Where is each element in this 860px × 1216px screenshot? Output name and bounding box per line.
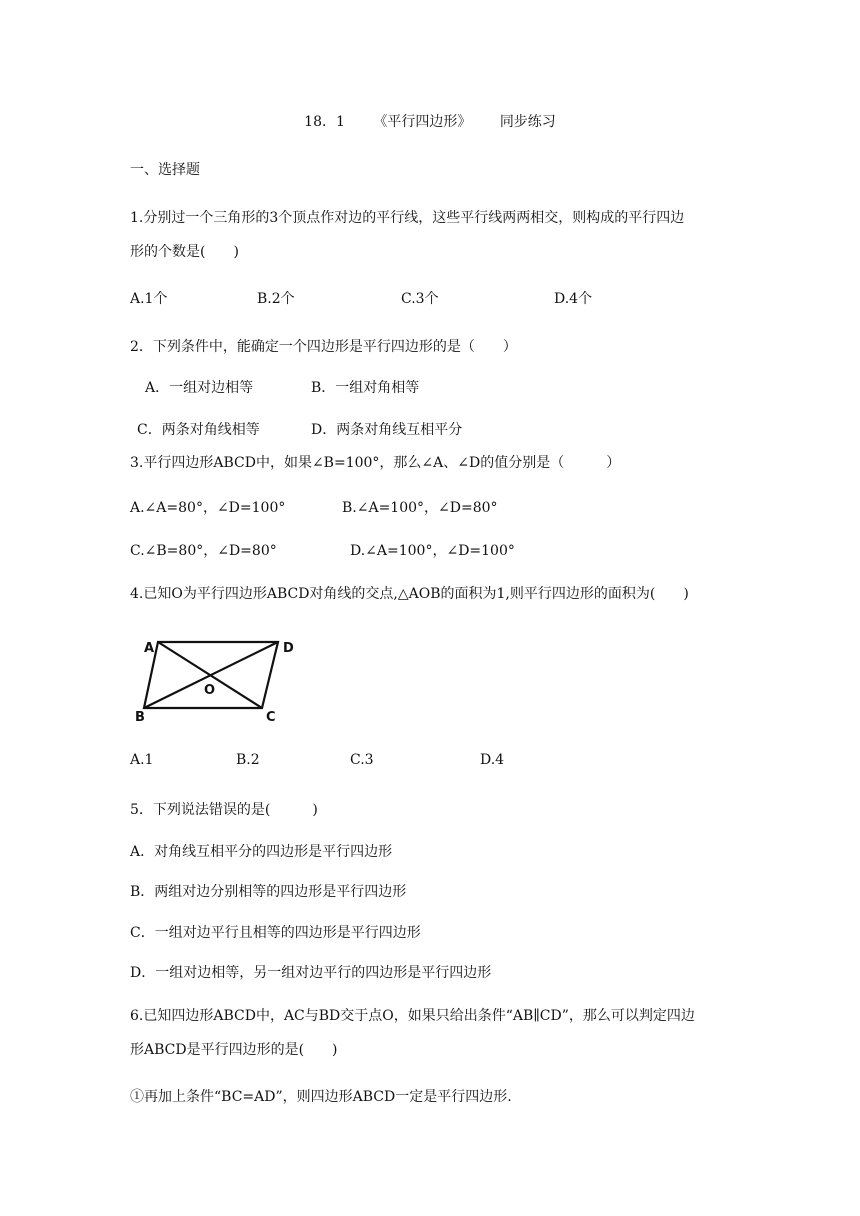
title-name: 《平行四边形》 bbox=[373, 114, 472, 130]
question-2-option-a: A．一组对边相等 bbox=[145, 380, 254, 396]
question-2-line-1: 2．下列条件中，能确定一个四边形是平行四边形的是（ ） bbox=[130, 339, 517, 355]
question-1-option-d: D.4个 bbox=[554, 291, 593, 307]
intersection-label-o: O bbox=[204, 683, 216, 698]
title-subtitle: 同步练习 bbox=[499, 114, 556, 130]
question-3-line-1: 3.平行四边形ABCD中，如果∠B=100°，那么∠A、∠D的值分别是（ ） bbox=[130, 455, 621, 471]
question-3-option-a: A.∠A=80°，∠D=100° bbox=[130, 500, 286, 516]
page-title bbox=[0, 112, 860, 132]
question-2-option-b: B．一组对角相等 bbox=[311, 380, 420, 396]
question-5-option-a: A．对角线互相平分的四边形是平行四边形 bbox=[130, 844, 393, 860]
diagonal-bd bbox=[144, 642, 278, 708]
question-6-statement-1: ①再加上条件“BC=AD”，则四边形ABCD一定是平行四边形. bbox=[130, 1089, 512, 1105]
vertex-label-b: B bbox=[135, 710, 145, 724]
vertex-label-c: C bbox=[266, 710, 276, 724]
question-3-option-c: C.∠B=80°，∠D=80° bbox=[130, 543, 277, 559]
question-2-option-c: C．两条对角线相等 bbox=[137, 422, 260, 438]
question-5-option-b: B．两组对边分别相等的四边形是平行四边形 bbox=[130, 884, 407, 900]
question-3-option-d: D.∠A=100°，∠D=100° bbox=[350, 543, 515, 559]
title-number: 18．1 bbox=[304, 114, 345, 130]
question-1-line-1: 1.分别过一个三角形的3个顶点作对边的平行线，这些平行线两两相交，则构成的平行四边 bbox=[130, 210, 685, 226]
question-4-option-c: C.3 bbox=[350, 752, 374, 768]
question-4-option-b: B.2 bbox=[236, 752, 260, 768]
question-4-option-a: A.1 bbox=[130, 752, 154, 768]
question-3-option-b: B.∠A=100°，∠D=80° bbox=[342, 500, 498, 516]
question-2-option-d: D．两条对角线互相平分 bbox=[311, 422, 463, 438]
question-6-line-1: 6.已知四边形ABCD中，AC与BD交于点O，如果只给出条件“AB∥CD”，那么可以判定四边 bbox=[130, 1008, 695, 1024]
vertex-label-a: A bbox=[144, 641, 155, 656]
question-4-option-d: D.4 bbox=[480, 752, 505, 768]
parallelogram-figure bbox=[130, 632, 302, 724]
vertex-label-d: D bbox=[283, 641, 294, 656]
question-4-line-1: 4.已知O为平行四边形ABCD对角线的交点,△AOB的面积为1,则平行四边形的面积为( ) bbox=[130, 586, 689, 602]
section-heading: 一、选择题 bbox=[130, 162, 200, 178]
question-1-option-a: A.1个 bbox=[130, 291, 168, 307]
question-1-option-c: C.3个 bbox=[401, 291, 439, 307]
question-5-option-c: C．一组对边平行且相等的四边形是平行四边形 bbox=[130, 925, 421, 941]
question-6-line-2: 形ABCD是平行四边形的是( ) bbox=[130, 1042, 338, 1058]
question-5-option-d: D．一组对边相等，另一组对边平行的四边形是平行四边形 bbox=[130, 965, 492, 981]
question-5-line-1: 5．下列说法错误的是( ) bbox=[130, 802, 318, 818]
question-1-line-2: 形的个数是( ) bbox=[130, 244, 239, 260]
question-1-option-b: B.2个 bbox=[257, 291, 295, 307]
